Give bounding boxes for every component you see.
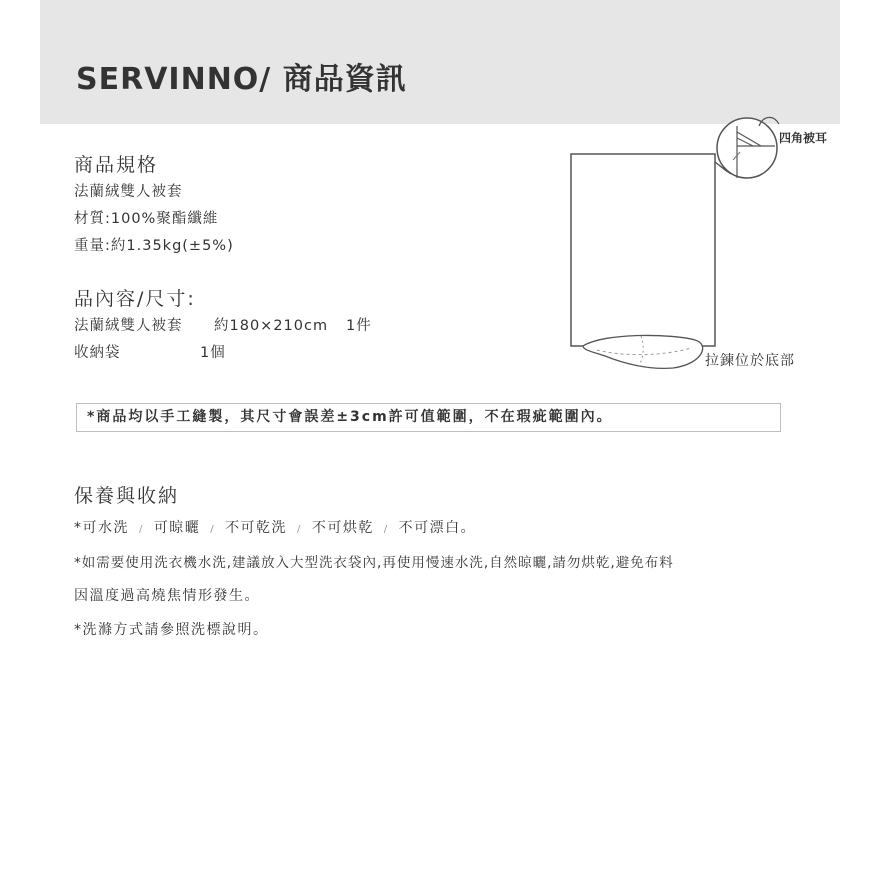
spec-line-weight: 重量:約1.35kg(±5%)	[74, 238, 234, 254]
spec-line-material: 材質:100%聚酯纖維	[74, 211, 219, 227]
zipper-label: 拉鍊位於底部	[705, 353, 795, 369]
separator: /	[383, 524, 389, 535]
specs-heading: 商品規格	[74, 154, 159, 176]
care-heading: 保養與收納	[74, 485, 180, 507]
care-item: 不可乾洗	[225, 520, 288, 536]
care-item: 不可漂白。	[398, 520, 477, 536]
care-line-label: *洗滌方式請參照洗標說明。	[74, 622, 269, 638]
handmade-notice: *商品均以手工縫製，其尺寸會誤差±3cm許可值範圍，不在瑕疵範圍內。	[76, 403, 781, 432]
contents-item-name: 法蘭絨雙人被套	[74, 318, 183, 334]
contents-item-name: 收納袋	[74, 345, 121, 361]
care-item: 不可烘乾	[311, 520, 374, 536]
header-banner	[40, 0, 840, 124]
care-item: 可晾曬	[153, 520, 201, 536]
duvet-illustration	[565, 112, 845, 382]
contents-row	[74, 341, 474, 361]
care-line-washing: *如需要使用洗衣機水洗,建議放入大型洗衣袋內,再使用慢速水洗,自然晾曬,請勿烘乾,避免布料	[74, 555, 674, 571]
care-line-heat: 因溫度過高燒焦情形發生。	[74, 588, 260, 604]
duvet-cover-diagram	[565, 112, 845, 382]
contents-item-qty: 1個	[200, 345, 226, 361]
contents-heading: 品內容/尺寸:	[74, 288, 196, 310]
care-prefix: *	[74, 520, 83, 536]
contents-row	[74, 314, 474, 334]
page-title: SERVINNO/ 商品資訊	[76, 62, 407, 97]
separator: /	[297, 524, 302, 535]
contents-item-size: 約180×210cm	[214, 318, 329, 334]
separator: /	[138, 524, 144, 535]
contents-item-qty: 1件	[346, 318, 372, 334]
corner-tie-label: 四角被耳	[779, 131, 828, 145]
separator: /	[210, 524, 216, 535]
care-item: 可水洗	[82, 520, 129, 536]
care-symbols-line	[74, 517, 476, 537]
spec-line-product: 法蘭絨雙人被套	[74, 184, 183, 200]
